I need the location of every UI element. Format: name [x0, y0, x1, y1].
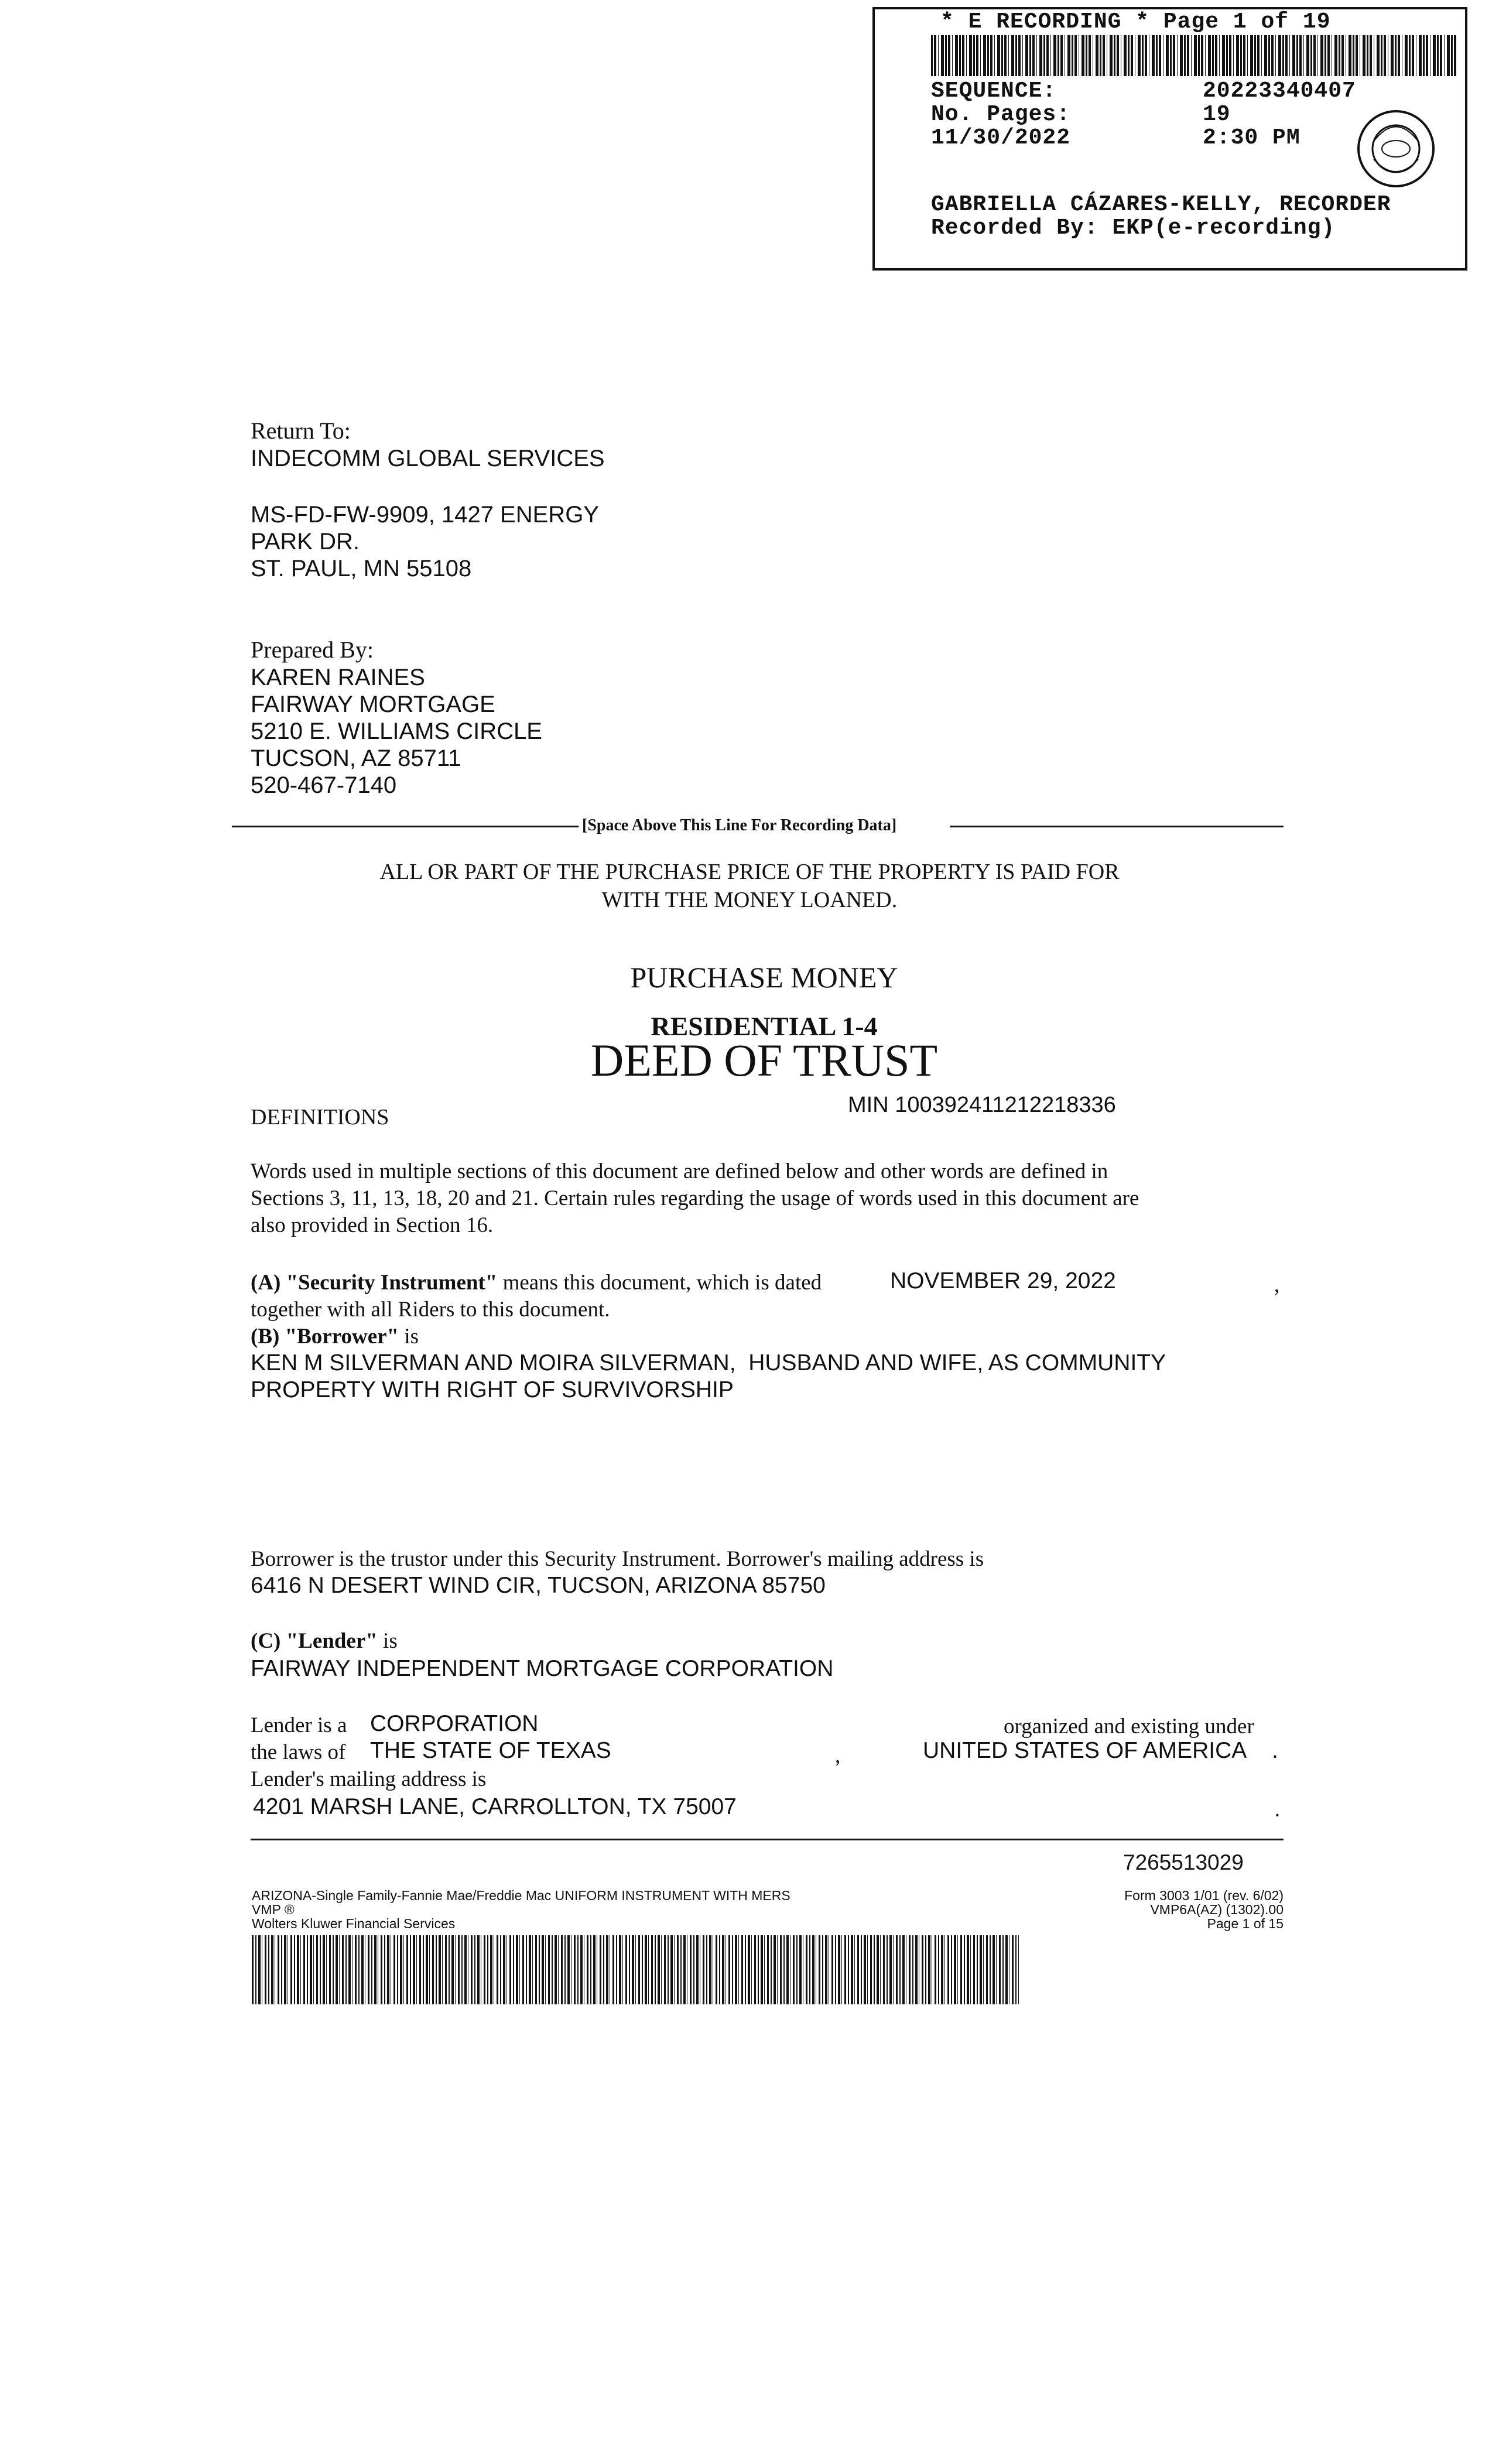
footer-barcode [252, 1935, 1019, 2004]
section-b [251, 1323, 419, 1350]
lender-mailing-label: Lender's mailing address is [251, 1767, 487, 1791]
publisher: Wolters Kluwer Financial Services [252, 1916, 456, 1931]
section-a-comma: , [1274, 1273, 1280, 1297]
footer-rule [251, 1839, 1284, 1840]
section-a [251, 1269, 822, 1296]
purchase-notice-line-2: WITH THE MONEY LOANED. [601, 888, 898, 912]
stamp-recorder: GABRIELLA CÁZARES-KELLY, RECORDER [931, 192, 1391, 217]
return-to-line-3: PARK DR. [251, 529, 360, 555]
intro-line-1: Words used in multiple sections of this document are defined below and other words are defined in [251, 1159, 1108, 1183]
stamp-pages-value: 19 [1203, 102, 1231, 127]
section-a-label: (A) "Security Instrument" [251, 1271, 498, 1295]
recording-line-label: [Space Above This Line For Recording Data] [582, 816, 897, 834]
stamp-sequence-label: SEQUENCE: [931, 78, 1057, 104]
borrower-name-line-2: PROPERTY WITH RIGHT OF SURVIVORSHIP [251, 1377, 734, 1402]
lender-is-a: Lender is a [251, 1713, 347, 1737]
prepared-by-line-5: 520-467-7140 [251, 772, 397, 798]
stamp-recorded-by: Recorded By: EKP(e-recording) [931, 215, 1336, 241]
min-number: MIN 100392411212218336 [848, 1093, 1116, 1117]
county-seal-icon [1355, 108, 1437, 190]
form-code: VMP6A(AZ) (1302).00 [1150, 1902, 1284, 1917]
title-residential: RESIDENTIAL 1-4 [651, 1011, 878, 1041]
intro-line-3: also provided in Section 16. [251, 1213, 494, 1237]
lender-type: CORPORATION [370, 1711, 539, 1736]
lender-mailing-period: . [1274, 1796, 1281, 1822]
stamp-date: 11/30/2022 [931, 125, 1071, 150]
section-c-is: is [383, 1629, 398, 1653]
lender-state: THE STATE OF TEXAS [370, 1738, 611, 1763]
section-c [251, 1628, 398, 1655]
lender-name: FAIRWAY INDEPENDENT MORTGAGE CORPORATION [251, 1656, 834, 1681]
recording-line-right [950, 826, 1284, 827]
section-a-text: means this document, which is dated [502, 1271, 822, 1295]
return-to-line-4: ST. PAUL, MN 55108 [251, 556, 472, 581]
intro-line-2: Sections 3, 11, 13, 18, 20 and 21. Certain rules regarding the usage of words used in this document are [251, 1186, 1139, 1210]
prepared-by-label: Prepared By: [251, 636, 374, 663]
security-instrument-date: NOVEMBER 29, 2022 [890, 1268, 1116, 1293]
section-b-label: (B) "Borrower" [251, 1325, 399, 1349]
section-a-line-2: together with all Riders to this document. [251, 1298, 610, 1322]
lender-state-comma: , [835, 1744, 841, 1768]
lender-country-period: . [1272, 1738, 1278, 1763]
stamp-header: * E RECORDING * Page 1 of 19 [940, 9, 1331, 35]
page-number: Page 1 of 15 [1207, 1916, 1284, 1931]
title-purchase-money: PURCHASE MONEY [630, 961, 898, 994]
form-title: ARIZONA-Single Family-Fannie Mae/Freddie Mac UNIFORM INSTRUMENT WITH MERS [252, 1888, 790, 1903]
stamp-pages-label: No. Pages: [931, 102, 1071, 127]
section-c-label: (C) "Lender" [251, 1629, 378, 1653]
stamp-barcode [931, 35, 1458, 76]
stamp-sequence-value: 20223340407 [1203, 78, 1356, 104]
loan-number: 7265513029 [1123, 1850, 1244, 1874]
section-b-is: is [404, 1325, 419, 1349]
prepared-by-line-2: FAIRWAY MORTGAGE [251, 692, 495, 717]
vmp-label: VMP ® [252, 1902, 295, 1917]
title-deed-of-trust: DEED OF TRUST [590, 1035, 938, 1086]
lender-country: UNITED STATES OF AMERICA [923, 1738, 1247, 1763]
lender-laws-of: the laws of [251, 1740, 346, 1764]
return-to-line-2: MS-FD-FW-9909, 1427 ENERGY [251, 502, 599, 528]
purchase-notice-line-1: ALL OR PART OF THE PURCHASE PRICE OF THE PROPERTY IS PAID FOR [379, 860, 1120, 884]
prepared-by-line-1: KAREN RAINES [251, 665, 425, 690]
return-to-line-1: INDECOMM GLOBAL SERVICES [251, 446, 605, 471]
borrower-mailing-text: Borrower is the trustor under this Security Instrument. Borrower's mailing address is [251, 1547, 984, 1571]
return-to-label: Return To: [251, 417, 351, 444]
borrower-name-line-1: KEN M SILVERMAN AND MOIRA SILVERMAN, HUSBAND AND WIFE, AS COMMUNITY [251, 1350, 1166, 1375]
recording-stamp [872, 7, 1467, 271]
recording-line-left [232, 826, 579, 827]
prepared-by-line-4: TUCSON, AZ 85711 [251, 745, 461, 771]
stamp-time: 2:30 PM [1203, 125, 1300, 150]
lender-organized: organized and existing under [1004, 1714, 1254, 1739]
lender-mailing-address: 4201 MARSH LANE, CARROLLTON, TX 75007 [253, 1794, 737, 1819]
definitions-heading: DEFINITIONS [251, 1105, 389, 1130]
borrower-mailing-address: 6416 N DESERT WIND CIR, TUCSON, ARIZONA 85750 [251, 1573, 826, 1598]
form-number: Form 3003 1/01 (rev. 6/02) [1124, 1888, 1284, 1903]
prepared-by-line-3: 5210 E. WILLIAMS CIRCLE [251, 718, 542, 744]
